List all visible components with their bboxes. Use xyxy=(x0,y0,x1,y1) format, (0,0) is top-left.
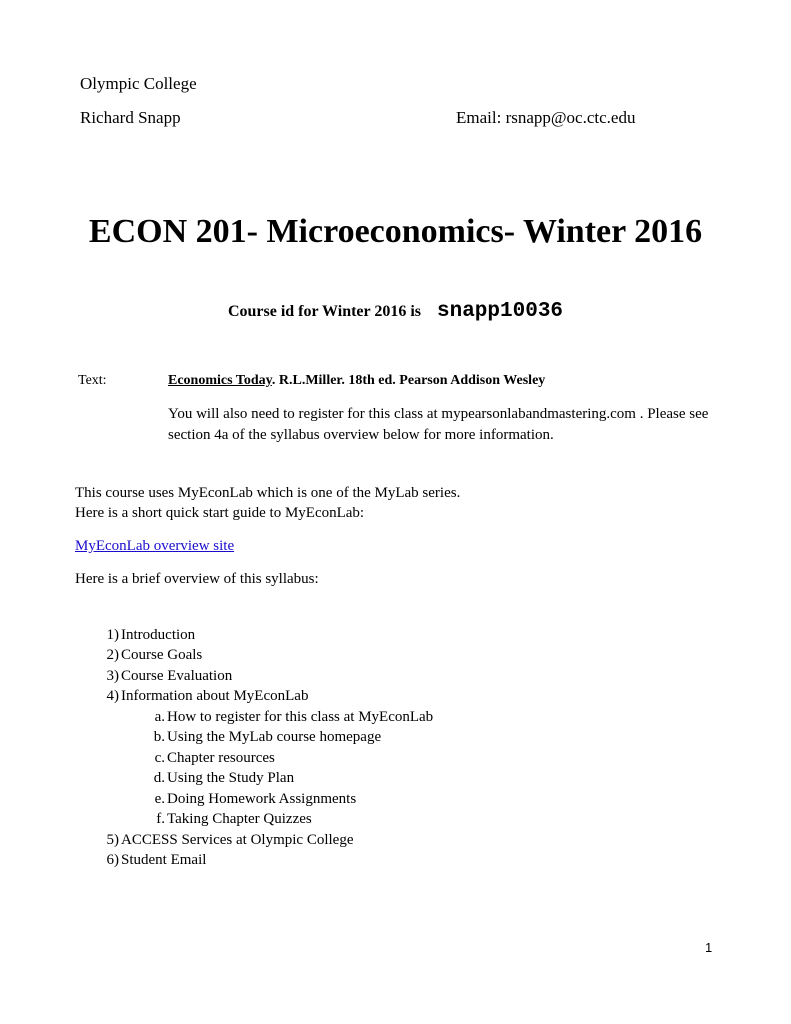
overview-intro: Here is a brief overview of this syllabus: xyxy=(75,571,319,587)
instructor-name: Richard Snapp xyxy=(80,108,181,127)
textbook-info xyxy=(168,373,545,389)
instructor-email: Email: rsnapp@oc.ctc.edu xyxy=(456,108,636,127)
list-item-number: 4) xyxy=(106,688,119,704)
list-item-text: Student Email xyxy=(121,852,207,868)
list-item-letter: e. xyxy=(154,791,165,807)
page-number: 1 xyxy=(705,940,713,955)
intro-line-2: Here is a short quick start guide to MyEconLab: xyxy=(75,505,365,521)
course-id-label: Course id for Winter 2016 is xyxy=(227,303,421,320)
list-item-text: Information about MyEconLab xyxy=(121,688,309,704)
list-item-text: Course Evaluation xyxy=(121,668,233,684)
myeconlab-overview-link[interactable]: MyEconLab overview site xyxy=(75,538,235,554)
list-item-text: Taking Chapter Quizzes xyxy=(167,811,312,827)
list-item-number: 3) xyxy=(106,668,119,684)
course-id-value: snapp10036 xyxy=(437,300,564,323)
list-item-text: ACCESS Services at Olympic College xyxy=(121,832,354,848)
intro-line-1: This course uses MyEconLab which is one of the MyLab series. xyxy=(75,485,461,501)
list-item-number: 1) xyxy=(106,627,119,643)
page-title: ECON 201- Microeconomics- Winter 2016 xyxy=(88,213,703,250)
list-item-text: Introduction xyxy=(121,627,196,643)
list-item-text: Course Goals xyxy=(121,647,203,663)
school-name: Olympic College xyxy=(80,74,197,93)
list-item-letter: b. xyxy=(153,729,165,745)
textbook-title: Economics Today xyxy=(168,373,272,388)
list-item-number: 5) xyxy=(106,832,119,848)
intro-paragraph xyxy=(75,483,635,523)
course-id-row xyxy=(0,300,791,323)
list-item-letter: f. xyxy=(156,811,165,827)
list-item-text: Doing Homework Assignments xyxy=(167,791,357,807)
list-item-number: 2) xyxy=(106,647,119,663)
list-item-number: 6) xyxy=(106,852,119,868)
textbook-details: . R.L.Miller. 18th ed. Pearson Addison Wesley xyxy=(271,373,546,388)
list-item-text: Chapter resources xyxy=(167,750,275,766)
list-item-text: Using the MyLab course homepage xyxy=(167,729,382,745)
list-item-text: Using the Study Plan xyxy=(167,770,295,786)
register-note: You will also need to register for this class at mypearsonlabandmastering.com . Please see section 4a of the syllabus overview below for more information. xyxy=(168,406,709,443)
list-item-letter: c. xyxy=(154,750,165,766)
list-item-text: How to register for this class at MyEconLab xyxy=(167,709,434,725)
list-item-letter: d. xyxy=(153,770,165,786)
list-item-letter: a. xyxy=(154,709,165,725)
text-label: Text: xyxy=(78,373,107,388)
